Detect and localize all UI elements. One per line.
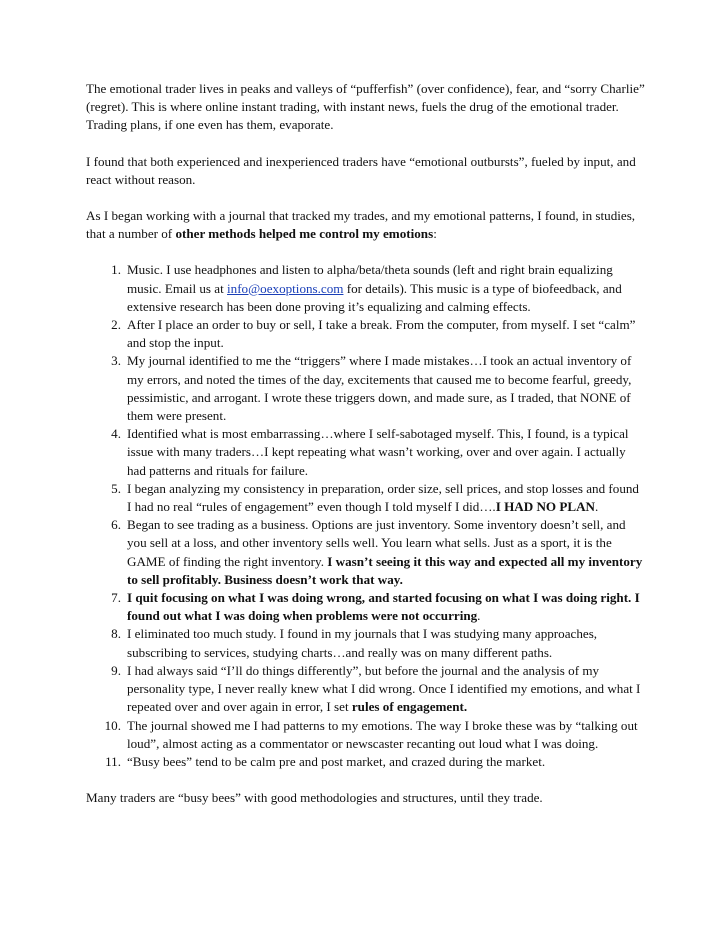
list-item-break: 2. After I place an order to buy or sell, I take a break. From the computer, from myself. I set “calm” and stop the input. — [111, 317, 636, 351]
list-item-rules: 9. I had always said “I’ll do things differently”, but before the journal and the analysis of my personality type, I never really knew what I did wrong. Once I identified my emotions, and what I repeated over and over again in error, I set rules of engagement. — [111, 662, 641, 715]
paragraph-emotional-outbursts: I found that both experienced and inexperienced traders have “emotional outbursts”, fueled by input, and react without reason. — [86, 153, 636, 187]
list-item-busy-bees: 11. “Busy bees” tend to be calm pre and post market, and crazed during the market. — [105, 753, 546, 769]
list-item-embarrassing: 4. Identified what is most embarrassing…where I self-sabotaged myself. This, I found, is a typical issue with many traders…I kept repeating what wasn’t working, over and over again. I actually had patterns and rituals for failure. — [111, 426, 629, 478]
paragraph-emotional-trader: The emotional trader lives in peaks and valleys of “pufferfish” (over confidence), fear, and “sorry Charlie” (regret). This is where online instant trading, with instant news, fuels the drug of the emotional trader. Trading plans, if one even has them, evaporate. — [86, 81, 645, 133]
list-item-triggers: 3. My journal identified to me the “triggers” where I made mistakes…I took an actual inventory of my errors, and noted the times of the day, excitements that caused me to become fearful, greedy, pessimistic, and arrogant. I wrote these triggers down, and made sure, as I traded, that NONE of them were present. — [111, 353, 632, 424]
paragraph-journal-intro: As I began working with a journal that tracked my trades, and my emotional patterns, I found, in studies, that a number of other methods helped me control my emotions: — [86, 208, 636, 242]
document-page — [86, 80, 646, 825]
list-item-talking-out-loud: 10. The journal showed me I had patterns to my emotions. The way I broke these was by “talking out loud”, almost acting as a commentator or newscaster recanting out loud what I was doing. — [104, 717, 638, 751]
email-link[interactable]: info@oexoptions.com — [227, 280, 344, 296]
paragraph-closing: Many traders are “busy bees” with good methodologies and structures, until they trade. — [86, 790, 543, 806]
list-item-consistency: 5. I began analyzing my consistency in preparation, order size, sell prices, and stop losses and found I had no real “rules of engagement” even though I told myself I did….I HAD NO PLAN. — [111, 480, 639, 515]
list-item-focus-right: 7. I quit focusing on what I was doing wrong, and started focusing on what I was doing right. I found out what I was doing when problems were not occurring. — [111, 590, 640, 624]
methods-list — [86, 261, 646, 771]
list-item-study: 8. I eliminated too much study. I found in my journals that I was studying many approaches, subscribing to services, studying charts…and really was on many different paths. — [111, 626, 598, 660]
list-item-music: 1. Music. I use headphones and listen to alpha/beta/theta sounds (left and right brain equalizing music. Email us at info@oexoptions.com for details). This music is a type of biofeedback, and extensive research has been done proving it’s equalizing and calming effects. — [111, 262, 622, 314]
list-item-business: 6. Began to see trading as a business. Options are just inventory. Some inventory doesn’t sell, and you sell at a loss, and other inventory sells well. You learn what sells. Just as a sport, it is the GAME of finding the right inventory. I wasn’t seeing it this way and expected all my inventory to sell profitably. Business doesn’t work that way. — [111, 517, 643, 587]
